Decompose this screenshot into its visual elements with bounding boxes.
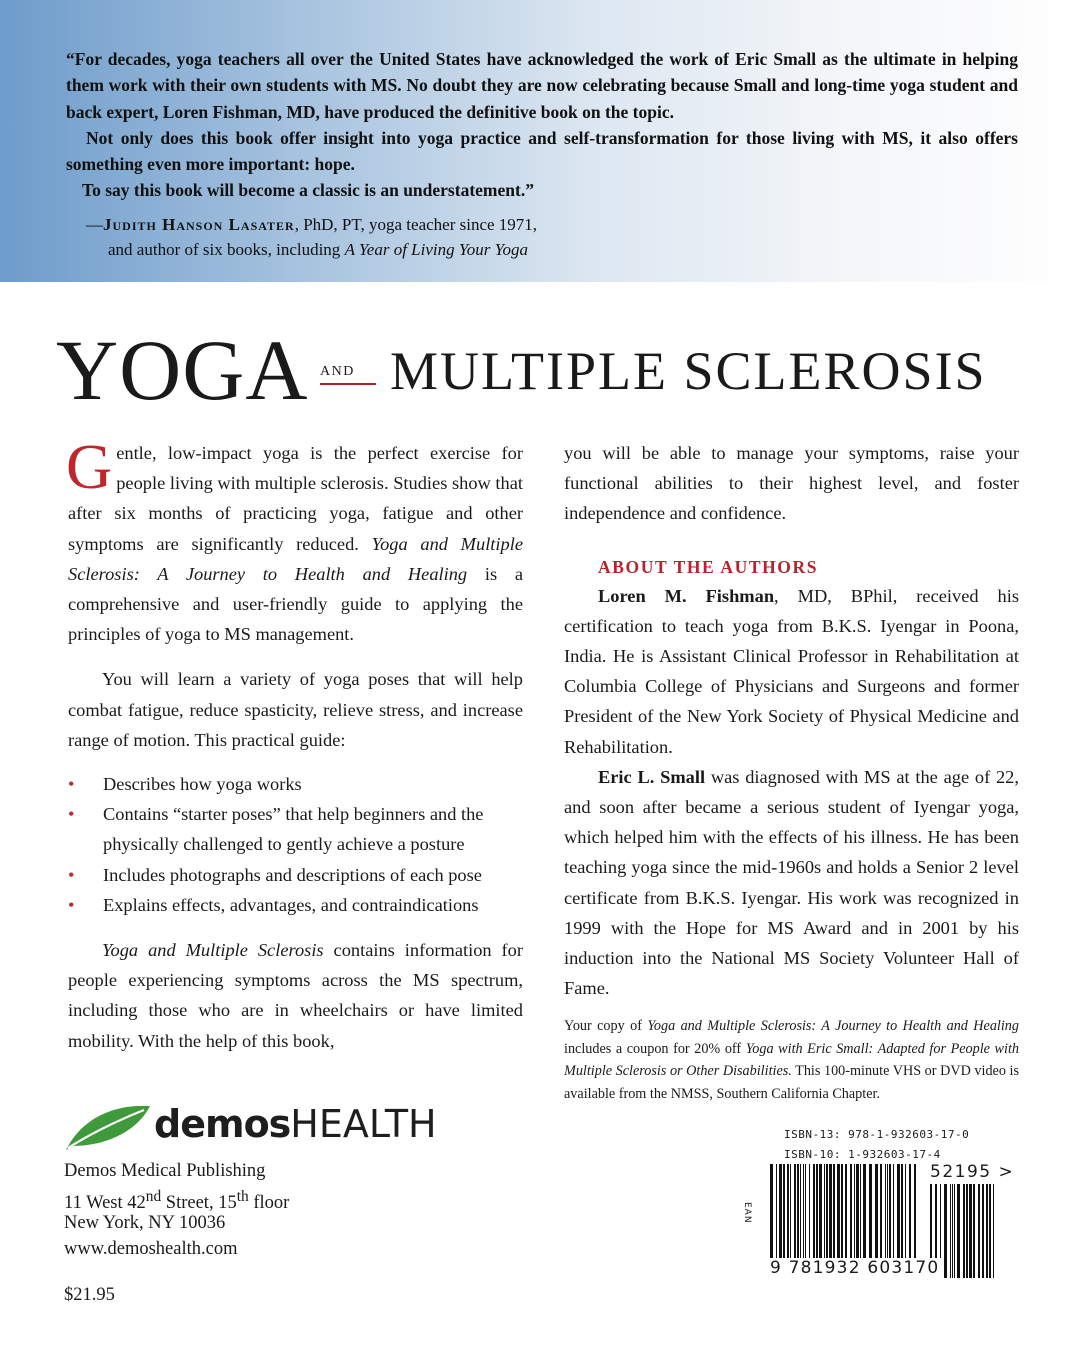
blurb-band [0,0,1088,282]
list-item: • Contains “starter poses” that help beginners and the physically challenged to gently achieve a posture [68,799,523,859]
list-item: • Describes how yoga works [68,769,523,799]
ean-digits: 9 781932 603170 [770,1258,940,1278]
poses-paragraph: You will learn a variety of yoga poses that will help combat fatigue, reduce spasticity, relieve stress, and increase range of motion. This practical guide: [68,669,523,750]
demoshealth-logo [64,1100,437,1152]
addon-digits [930,1162,1014,1182]
coupon-video-title: Yoga with Eric Small: Adapted for People with Multiple Sclerosis or Other Disabilities. [564,1040,1019,1080]
drop-cap: G [66,431,113,502]
isbn-10: ISBN-10: 1-932603-17-4 [784,1148,941,1161]
authors-heading: ABOUT THE AUTHORS [598,556,819,577]
logo-wordmark [154,1102,437,1146]
intro-paragraph [66,431,523,649]
author1-text: , MD, BPhil, received his certification to teach yoga from B.K.S. Iyengar in Poona, India. He is Assistant Clinical Professor in Rehabilitation at Columbia College of Physicians and Surgeons and former President of the New York Society of Physical Medicine and Rehabilitation. [564,585,1019,757]
author1-name: Loren M. Fishman [598,585,775,606]
blurb-attribution [86,212,537,238]
publisher-name: Demos Medical Publishing [64,1161,266,1181]
attribution-dash: — [86,215,103,234]
addon-arrow: > [998,1162,1015,1182]
intro-book-title: Yoga and Multiple Sclerosis: A Journey to Health and Healing [68,533,523,584]
book-title [56,322,1036,418]
title-and-underline [320,383,376,385]
list-item: • Includes photographs and descriptions of each pose [68,860,523,890]
logo-health: HEALTH [290,1102,437,1146]
blurb-paragraph-1: “For decades, yoga teachers all over the United States have acknowledged the work of Eric Small as the ultimate in helping them work with their own students with MS. No doubt they are now celebrating because Small and long-time yoga student and back expert, Loren Fishman, MD, have produced the definitive book on the topic. [66,49,1018,122]
isbn-13: ISBN-13: 978-1-932603-17-0 [784,1128,970,1141]
street-part-3: floor [248,1193,290,1214]
intro-text-2: is a comprehensive and user-friendly guide to applying the principles of yoga to MS management. [68,563,523,645]
right-column [564,438,1019,1105]
author1-bio [564,581,1019,762]
coupon-text-2: includes a coupon for 20% off [564,1040,746,1057]
addon-number: 52195 [930,1162,992,1182]
street-sup-2: th [236,1188,249,1205]
logo-demos: demos [154,1102,291,1146]
continuation-paragraph: you will be able to manage your symptoms, raise your functional abilities to their highest level, and foster independence and confidence. [564,443,1019,524]
intro-text-1: entle, low-impact yoga is the perfect exercise for people living with multiple sclerosis. Studies show that after six months of practicing yoga, fatigue and other symptoms are significantly reduced. [68,443,523,554]
title-multiple-sclerosis: MULTIPLE SCLEROSIS [390,341,987,401]
left-column [66,431,523,1056]
leaf-icon [64,1100,152,1152]
features-list [68,769,523,920]
blurb-paragraph-2: Not only does this book offer insight into yoga practice and self-transformation for those living with MS, it also offers something even more important: hope. [66,128,1018,175]
title-yoga: YOGA [56,322,309,418]
attribution-books: and author of six books, including [108,240,345,259]
publisher-website: www.demoshealth.com [64,1239,238,1259]
price: $21.95 [64,1285,115,1305]
author2-name: Eric L. Small [598,766,706,787]
street-part-2: Street, 15 [161,1193,237,1214]
title-and: AND [320,364,355,379]
coupon-book-title: Yoga and Multiple Sclerosis: A Journey to Health and Healing [647,1018,1019,1035]
attribution-book-title: A Year of Living Your Yoga [344,240,529,259]
attribution-name: Judith Hanson Lasater [103,215,295,234]
street-part-1: 11 West 42 [64,1193,146,1214]
coupon-text-1: Your copy of [564,1018,648,1035]
info-text: contains information for people experiencing symptoms across the MS spectrum, including those who are in wheelchairs or have limited mobility. With the help of this book, [68,940,523,1051]
attribution-credentials: , PhD, PT, yoga teacher since 1971, [294,215,538,234]
author2-bio [564,762,1019,1004]
street-sup-1: nd [145,1188,162,1205]
list-item: • Explains effects, advantages, and contraindications [68,890,523,920]
coupon-text-3: This 100-minute VHS or DVD video is available from the NMSS, Southern California Chapter. [564,1063,1019,1102]
publisher-city: New York, NY 10036 [64,1213,226,1233]
blurb-paragraph-3: To say this book will become a classic is an understatement.” [82,180,534,200]
blurb-attribution-line2 [108,237,528,263]
author2-text: was diagnosed with MS at the age of 22, and soon after became a serious student of Iyengar yoga, which helped him with the effects of his illness. He has been teaching yoga since the mid-1960s and holds a Senior 2 level certificate from B.K.S. Iyengar. His work was recognized in 1999 with the Hope for MS Award and in 2001 by his induction into the National MS Society Volunteer Hall of Fame. [564,766,1019,999]
info-book-title: Yoga and Multiple Sclerosis [102,940,324,961]
ean-label: EAN [742,1202,752,1224]
barcode-ean13 [770,1164,920,1262]
info-paragraph [68,935,523,1056]
coupon-note [564,1015,1019,1105]
